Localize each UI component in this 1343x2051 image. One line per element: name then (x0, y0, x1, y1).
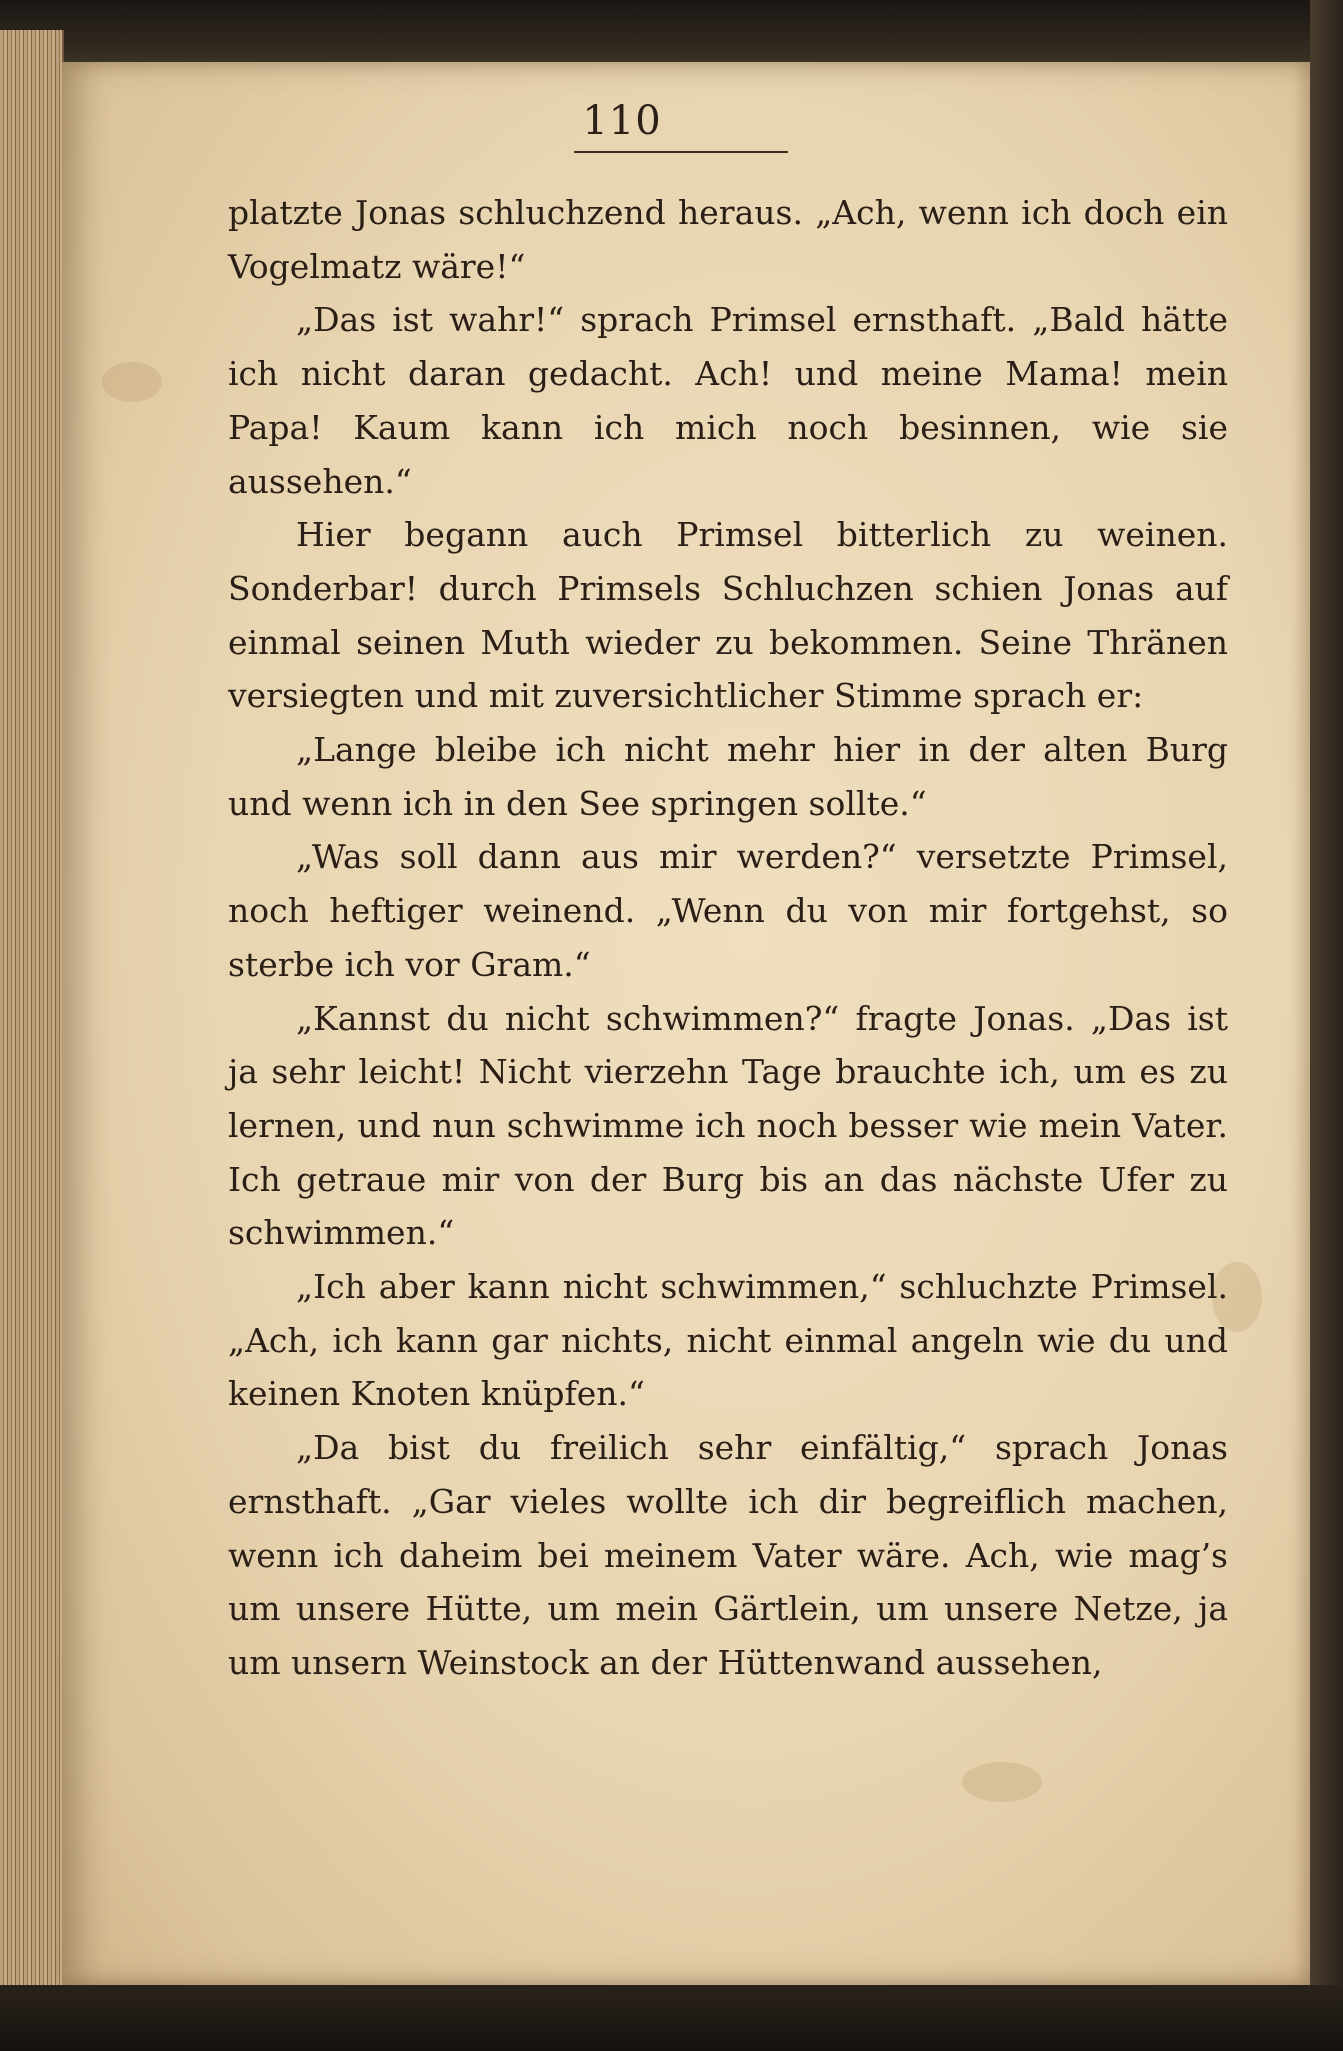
book-cover-top-edge (0, 0, 1343, 62)
paragraph: „Da bist du freilich sehr einfältig,“ sprach Jonas ernsthaft. „Gar vieles wollte ich dir begreiflich machen, wenn ich daheim bei meinem Vater wäre. Ach, wie mag’s um unsere Hütte, um mein Gärtlein, um unsere Netze, ja um unsern Weinstock an der Hüttenwand aussehen, (228, 1428, 1228, 1682)
header-rule (574, 151, 788, 153)
paragraph: „Lange bleibe ich nicht mehr hier in der alten Burg und wenn ich in den See springen sollte.“ (228, 730, 1228, 823)
body-text (228, 186, 1228, 1690)
page-stack-edges (0, 30, 64, 2010)
paragraph: „Kannst du nicht schwimmen?“ fragte Jonas. „Das ist ja sehr leicht! Nicht vierzehn Tage brauchte ich, um es zu lernen, und nun schwimme ich noch besser wie mein Vater. Ich getraue mir von der Burg bis an das nächste Ufer zu schwimmen.“ (228, 998, 1228, 1253)
paragraph: platzte Jonas schluchzend heraus. „Ach, wenn ich doch ein Vogelmatz wäre!“ (228, 193, 1228, 286)
paragraph: Hier begann auch Primsel bitterlich zu weinen. Sonderbar! durch Primsels Schluchzen schien Jonas auf einmal seinen Muth wieder zu bekommen. Seine Thränen versiegten und mit zuversichtlicher Stimme sprach er: (228, 515, 1228, 716)
book-cover-bottom-edge (0, 1985, 1343, 2051)
book-cover-right-edge (1310, 0, 1343, 2051)
paper-stain (962, 1762, 1042, 1802)
paragraph: „Ich aber kann nicht schwimmen,“ schluchzte Primsel. „Ach, ich kann gar nichts, nicht einmal angeln wie du und keinen Knoten knüpfen.“ (228, 1267, 1228, 1414)
paper-stain (102, 362, 162, 402)
page-number: 110 (582, 98, 662, 144)
paragraph: „Das ist wahr!“ sprach Primsel ernsthaft. „Bald hätte ich nicht daran gedacht. Ach! und meine Mama! mein Papa! Kaum kann ich mich noch besinnen, wie sie aussehen.“ (228, 300, 1228, 501)
paragraph: „Was soll dann aus mir werden?“ versetzte Primsel, noch heftiger weinend. „Wenn du von mir fortgehst, so sterbe ich vor Gram.“ (228, 837, 1228, 984)
